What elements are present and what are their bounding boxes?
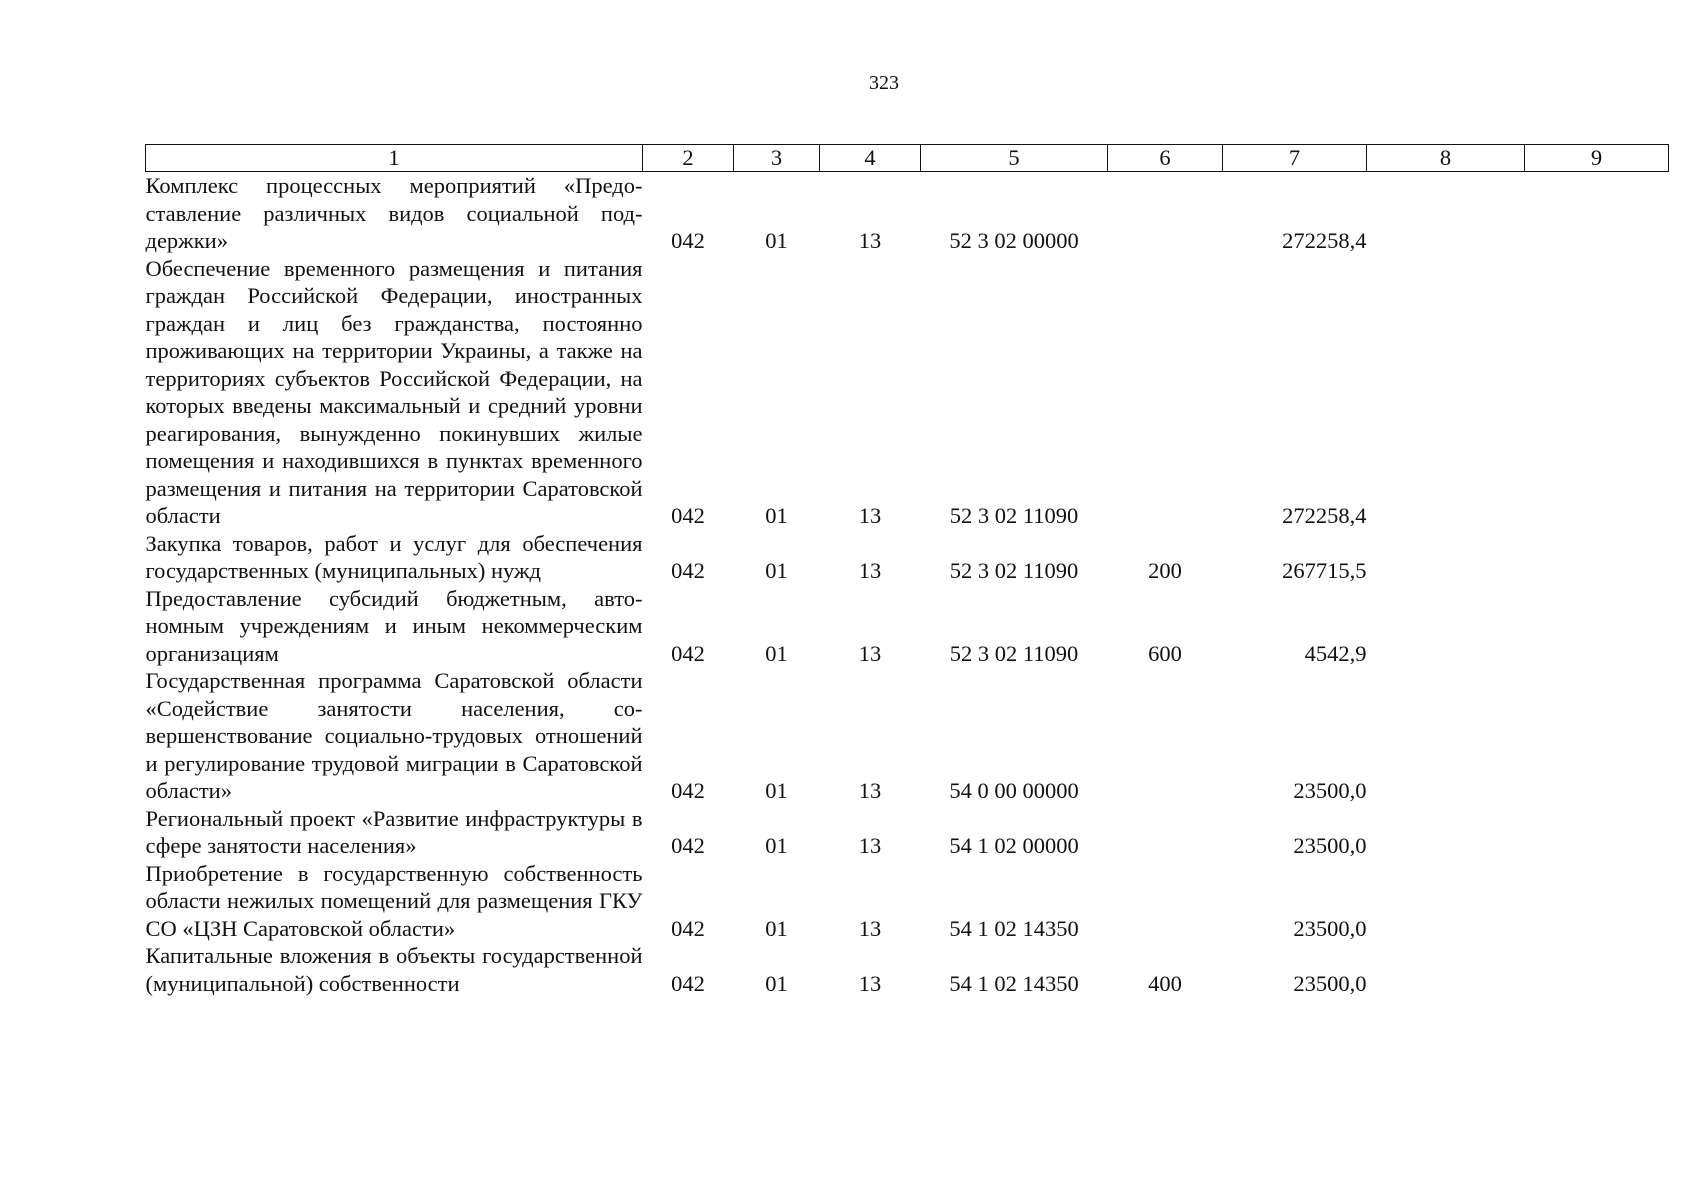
cell-col-4: 13 <box>858 558 882 583</box>
cell-col-4: 13 <box>858 503 882 528</box>
cell-col-4: 13 <box>858 228 882 253</box>
row-name: Закупка товаров, работ и услуг для обеспечения государственных (муниципальных) нужд <box>145 530 643 583</box>
cell-col-6: 400 <box>1148 970 1182 996</box>
cell-col-5: 54 1 02 14350 <box>949 970 1079 996</box>
cell-col-9 <box>1525 172 1669 255</box>
column-header: 8 <box>1367 145 1525 172</box>
cell-col-6 <box>1108 172 1223 255</box>
cell-col-8 <box>1367 585 1525 668</box>
cell-col-5: 54 1 02 14350 <box>949 915 1079 941</box>
row-name: Государственная программа Саратовской области «Содействие занятости населения, совершенствование социально-трудовых отношений и регулирование трудовой миграции в Саратовской области» <box>145 668 643 803</box>
table-header <box>146 145 1669 172</box>
cell-col-5: 52 3 02 11090 <box>949 503 1079 528</box>
column-header: 2 <box>643 145 734 172</box>
row-name: Капитальные вложения в объекты государственной (муниципальной) собственности <box>145 943 643 996</box>
cell-col-2: 042 <box>671 778 705 803</box>
cell-col-8 <box>1367 860 1525 943</box>
column-header: 7 <box>1223 145 1367 172</box>
cell-col-8 <box>1367 530 1525 585</box>
budget-table-container <box>145 144 1669 997</box>
cell-col-8 <box>1367 942 1525 997</box>
row-name: Приобретение в государственную собственность области нежилых помещений для размещения ГКУ СО «ЦЗН Саратовской области» <box>145 860 643 941</box>
cell-col-5: 52 3 02 11090 <box>949 640 1079 666</box>
row-name: Предоставление субсидий бюджетным, автономным учреждениям и иным некоммерческим организациям <box>145 585 643 666</box>
cell-col-6 <box>1108 805 1223 860</box>
cell-col-6 <box>1108 860 1223 943</box>
table-row <box>146 255 1669 530</box>
column-header: 9 <box>1525 145 1669 172</box>
cell-col-3: 01 <box>765 915 788 941</box>
cell-col-7: 4542,9 <box>1304 640 1367 666</box>
page-number: 323 <box>869 72 899 94</box>
cell-col-2: 042 <box>671 833 705 858</box>
table-row <box>146 172 1669 255</box>
cell-col-7: 23500,0 <box>1293 915 1367 941</box>
cell-col-9 <box>1525 667 1669 805</box>
cell-col-4: 13 <box>858 778 882 803</box>
cell-col-3: 01 <box>765 778 788 803</box>
cell-col-3: 01 <box>765 228 788 253</box>
cell-col-3: 01 <box>765 833 788 858</box>
cell-col-7: 272258,4 <box>1282 228 1367 253</box>
cell-col-8 <box>1367 667 1525 805</box>
cell-col-4: 13 <box>858 640 882 666</box>
cell-col-9 <box>1525 860 1669 943</box>
cell-col-2: 042 <box>671 970 705 996</box>
cell-col-7: 23500,0 <box>1293 778 1367 803</box>
cell-col-5: 54 1 02 00000 <box>949 833 1079 858</box>
table-row <box>146 860 1669 943</box>
cell-col-8 <box>1367 805 1525 860</box>
cell-col-2: 042 <box>671 558 705 583</box>
cell-col-6: 600 <box>1148 640 1182 666</box>
cell-col-4: 13 <box>858 970 882 996</box>
cell-col-9 <box>1525 585 1669 668</box>
cell-col-2: 042 <box>671 228 705 253</box>
row-name: Обеспечение временного размещения и питания граждан Российской Федерации, иностранных граждан и лиц без гражданства, постоянно проживающих на территории Украины, а также на территориях субъектов Российской Федерации, на которых введены максимальный и средний уровни реагирования, вынужденно покинувших жилые помещения и находившихся в пунктах временного размещения и питания на территории Саратовской области <box>145 255 643 528</box>
cell-col-8 <box>1367 255 1525 530</box>
cell-col-5: 52 3 02 11090 <box>949 558 1079 583</box>
cell-col-5: 52 3 02 00000 <box>949 228 1079 253</box>
column-numbers-row <box>146 145 1669 172</box>
cell-col-3: 01 <box>765 970 788 996</box>
row-name: Региональный проект «Развитие инфраструктуры в сфере занятости населения» <box>145 805 643 858</box>
table-row <box>146 585 1669 668</box>
cell-col-3: 01 <box>765 558 788 583</box>
cell-col-4: 13 <box>858 833 882 858</box>
cell-col-9 <box>1525 530 1669 585</box>
cell-col-9 <box>1525 805 1669 860</box>
cell-col-5: 54 0 00 00000 <box>949 778 1079 803</box>
cell-col-2: 042 <box>671 915 705 941</box>
row-name: Комплекс процессных мероприятий «Предоставление различных видов социальной поддержки» <box>145 173 643 253</box>
cell-col-9 <box>1525 255 1669 530</box>
table-row <box>146 530 1669 585</box>
cell-col-3: 01 <box>765 503 788 528</box>
cell-col-4: 13 <box>858 915 882 941</box>
table-body <box>146 172 1669 998</box>
table-row <box>146 667 1669 805</box>
table-row <box>146 805 1669 860</box>
cell-col-6 <box>1108 667 1223 805</box>
cell-col-3: 01 <box>765 640 788 666</box>
cell-col-2: 042 <box>671 503 705 528</box>
cell-col-8 <box>1367 172 1525 255</box>
column-header: 3 <box>734 145 820 172</box>
budget-table <box>145 144 1669 997</box>
cell-col-7: 23500,0 <box>1293 833 1367 858</box>
cell-col-6 <box>1108 255 1223 530</box>
table-row <box>146 942 1669 997</box>
column-header: 6 <box>1108 145 1223 172</box>
column-header: 4 <box>820 145 921 172</box>
cell-col-7: 272258,4 <box>1282 503 1367 528</box>
cell-col-6: 200 <box>1148 558 1182 583</box>
cell-col-9 <box>1525 942 1669 997</box>
column-header: 1 <box>146 145 643 172</box>
column-header: 5 <box>921 145 1108 172</box>
cell-col-2: 042 <box>671 640 705 666</box>
cell-col-7: 23500,0 <box>1293 970 1367 996</box>
cell-col-7: 267715,5 <box>1282 558 1367 583</box>
